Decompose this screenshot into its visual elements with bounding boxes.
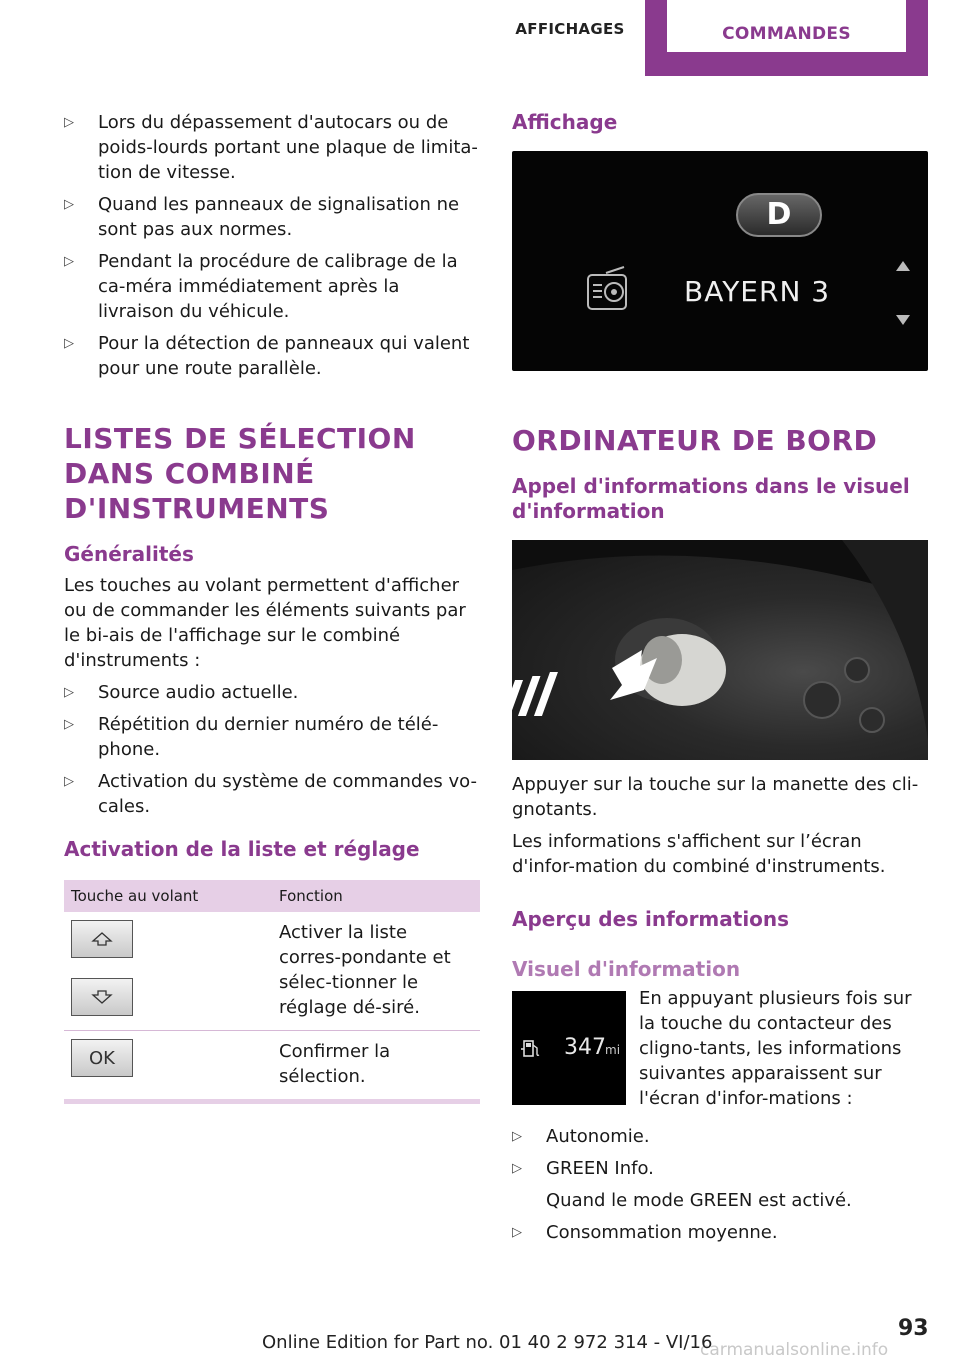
- table-row: [64, 912, 480, 1031]
- triangle-bullet-icon: ▷: [64, 774, 74, 789]
- triangle-bullet-icon: ▷: [64, 336, 74, 351]
- list-item: ▷ Pendant la procédure de calibrage de la ca-méra immédiatement après la livraison du véhicule.: [64, 251, 458, 322]
- list-item: ▷ Consommation moyenne.: [512, 1222, 778, 1243]
- list-item: ▷ Répétition du dernier numéro de télé-phone.: [64, 714, 439, 760]
- lever-illustration: [512, 540, 928, 760]
- list-item-note: Quand le mode GREEN est activé.: [546, 1190, 852, 1211]
- list-item: ▷ Lors du dépassement d'autocars ou de poids-lourds portant une plaque de limita-tion de vitesse.: [64, 112, 478, 183]
- arrow-up-icon: [91, 931, 113, 947]
- section-title-listes: LISTES DE SÉLECTION DANS COMBINÉ D'INSTRUMENTS: [64, 422, 416, 525]
- bullet-list-top: [64, 110, 480, 381]
- triangle-bullet-icon: ▷: [512, 1161, 522, 1176]
- triangle-bullet-icon: ▷: [64, 115, 74, 130]
- edition-footer: Online Edition for Part no. 01 40 2 972 314 - VI/16: [262, 1332, 713, 1353]
- table-row: [64, 1031, 480, 1102]
- list-item: ▷ GREEN Info. Quand le mode GREEN est activé.: [512, 1156, 928, 1213]
- heading-activation: Activation de la liste et réglage: [64, 837, 420, 861]
- audio-display-image: [512, 151, 928, 371]
- heading-generalites: Généralités: [64, 542, 194, 566]
- range-unit: mi: [605, 1043, 621, 1057]
- visuel-text: En appuyant plusieurs fois sur la touche du contacteur des cligno-tants, les informations suivantes apparaissent sur l'écran d'infor-mations :: [639, 988, 912, 1109]
- list-item: ▷ Source audio actuelle.: [64, 682, 299, 703]
- station-name: BAYERN 3: [684, 275, 831, 308]
- triangle-bullet-icon: ▷: [64, 197, 74, 212]
- tab-affichages[interactable]: AFFICHAGES: [515, 20, 625, 38]
- bullet-list-right: [512, 1124, 928, 1245]
- tab-commandes-label-box: [667, 0, 906, 52]
- arrow-down-icon: [91, 989, 113, 1005]
- triangle-bullet-icon: ▷: [64, 254, 74, 269]
- turn-signal-lever-photo: [512, 540, 928, 760]
- scroll-up-icon: [896, 261, 910, 271]
- ok-key: OK: [71, 1039, 133, 1077]
- table-cell-function: Confirmer la sélection.: [272, 1031, 480, 1102]
- tab-commandes-label: COMMANDES: [722, 24, 851, 44]
- triangle-bullet-icon: ▷: [512, 1225, 522, 1240]
- heading-appel: Appel d'informations dans le visuel d'information: [512, 474, 910, 523]
- tab-commandes[interactable]: [645, 0, 928, 76]
- left-column: [64, 110, 480, 1104]
- range-display-image: [512, 991, 626, 1105]
- steering-keys-table: [64, 880, 480, 1104]
- section-title-ordinateur: ORDINATEUR DE BORD: [512, 424, 878, 457]
- triangle-bullet-icon: ▷: [512, 1129, 522, 1144]
- list-item: ▷ Pour la détection de panneaux qui valent pour une route parallèle.: [64, 333, 470, 379]
- triangle-bullet-icon: ▷: [64, 717, 74, 732]
- triangle-bullet-icon: ▷: [64, 685, 74, 700]
- list-item: ▷ Activation du système de commandes vo-cales.: [64, 771, 477, 817]
- fuel-pump-icon: [520, 1039, 542, 1059]
- radio-icon: [584, 265, 630, 313]
- scroll-down-icon: [896, 315, 910, 325]
- arrow-down-key: [71, 978, 133, 1016]
- table-header-function: Fonction: [272, 880, 480, 912]
- instruction-text-1: Appuyer sur la touche sur la manette des cli-gnotants.: [512, 774, 919, 820]
- generalites-text: Les touches au volant permettent d'afficher ou de commander les éléments suivants par le bi-ais de l'affichage sur le combiné d'instruments :: [64, 575, 466, 671]
- page-number: 93: [898, 1316, 929, 1341]
- table-cell-keys: [64, 1031, 272, 1102]
- range-value: 347: [564, 1035, 606, 1060]
- list-item: ▷ Quand les panneaux de signalisation ne sont pas aux normes.: [64, 194, 460, 240]
- instruction-text-2: Les informations s'affichent sur l’écran d'infor-mation du combiné d'instruments.: [512, 831, 886, 877]
- right-column: [512, 110, 928, 1252]
- arrow-up-key: [71, 920, 133, 958]
- visuel-block: [512, 986, 928, 1116]
- heading-apercu: Aperçu des informations: [512, 907, 790, 931]
- table-cell-keys: [64, 912, 272, 1031]
- heading-affichage: Affichage: [512, 110, 618, 134]
- list-item: ▷ Autonomie.: [512, 1126, 650, 1147]
- heading-visuel: Visuel d'information: [512, 957, 741, 981]
- bullet-list-mid: [64, 680, 480, 819]
- gear-indicator: D: [736, 193, 822, 237]
- table-header-key: Touche au volant: [64, 880, 272, 912]
- watermark: carmanualsonline.info: [700, 1340, 889, 1360]
- table-cell-function: Activer la liste corres-pondante et sélec-tionner le réglage dé-siré.: [272, 912, 480, 1031]
